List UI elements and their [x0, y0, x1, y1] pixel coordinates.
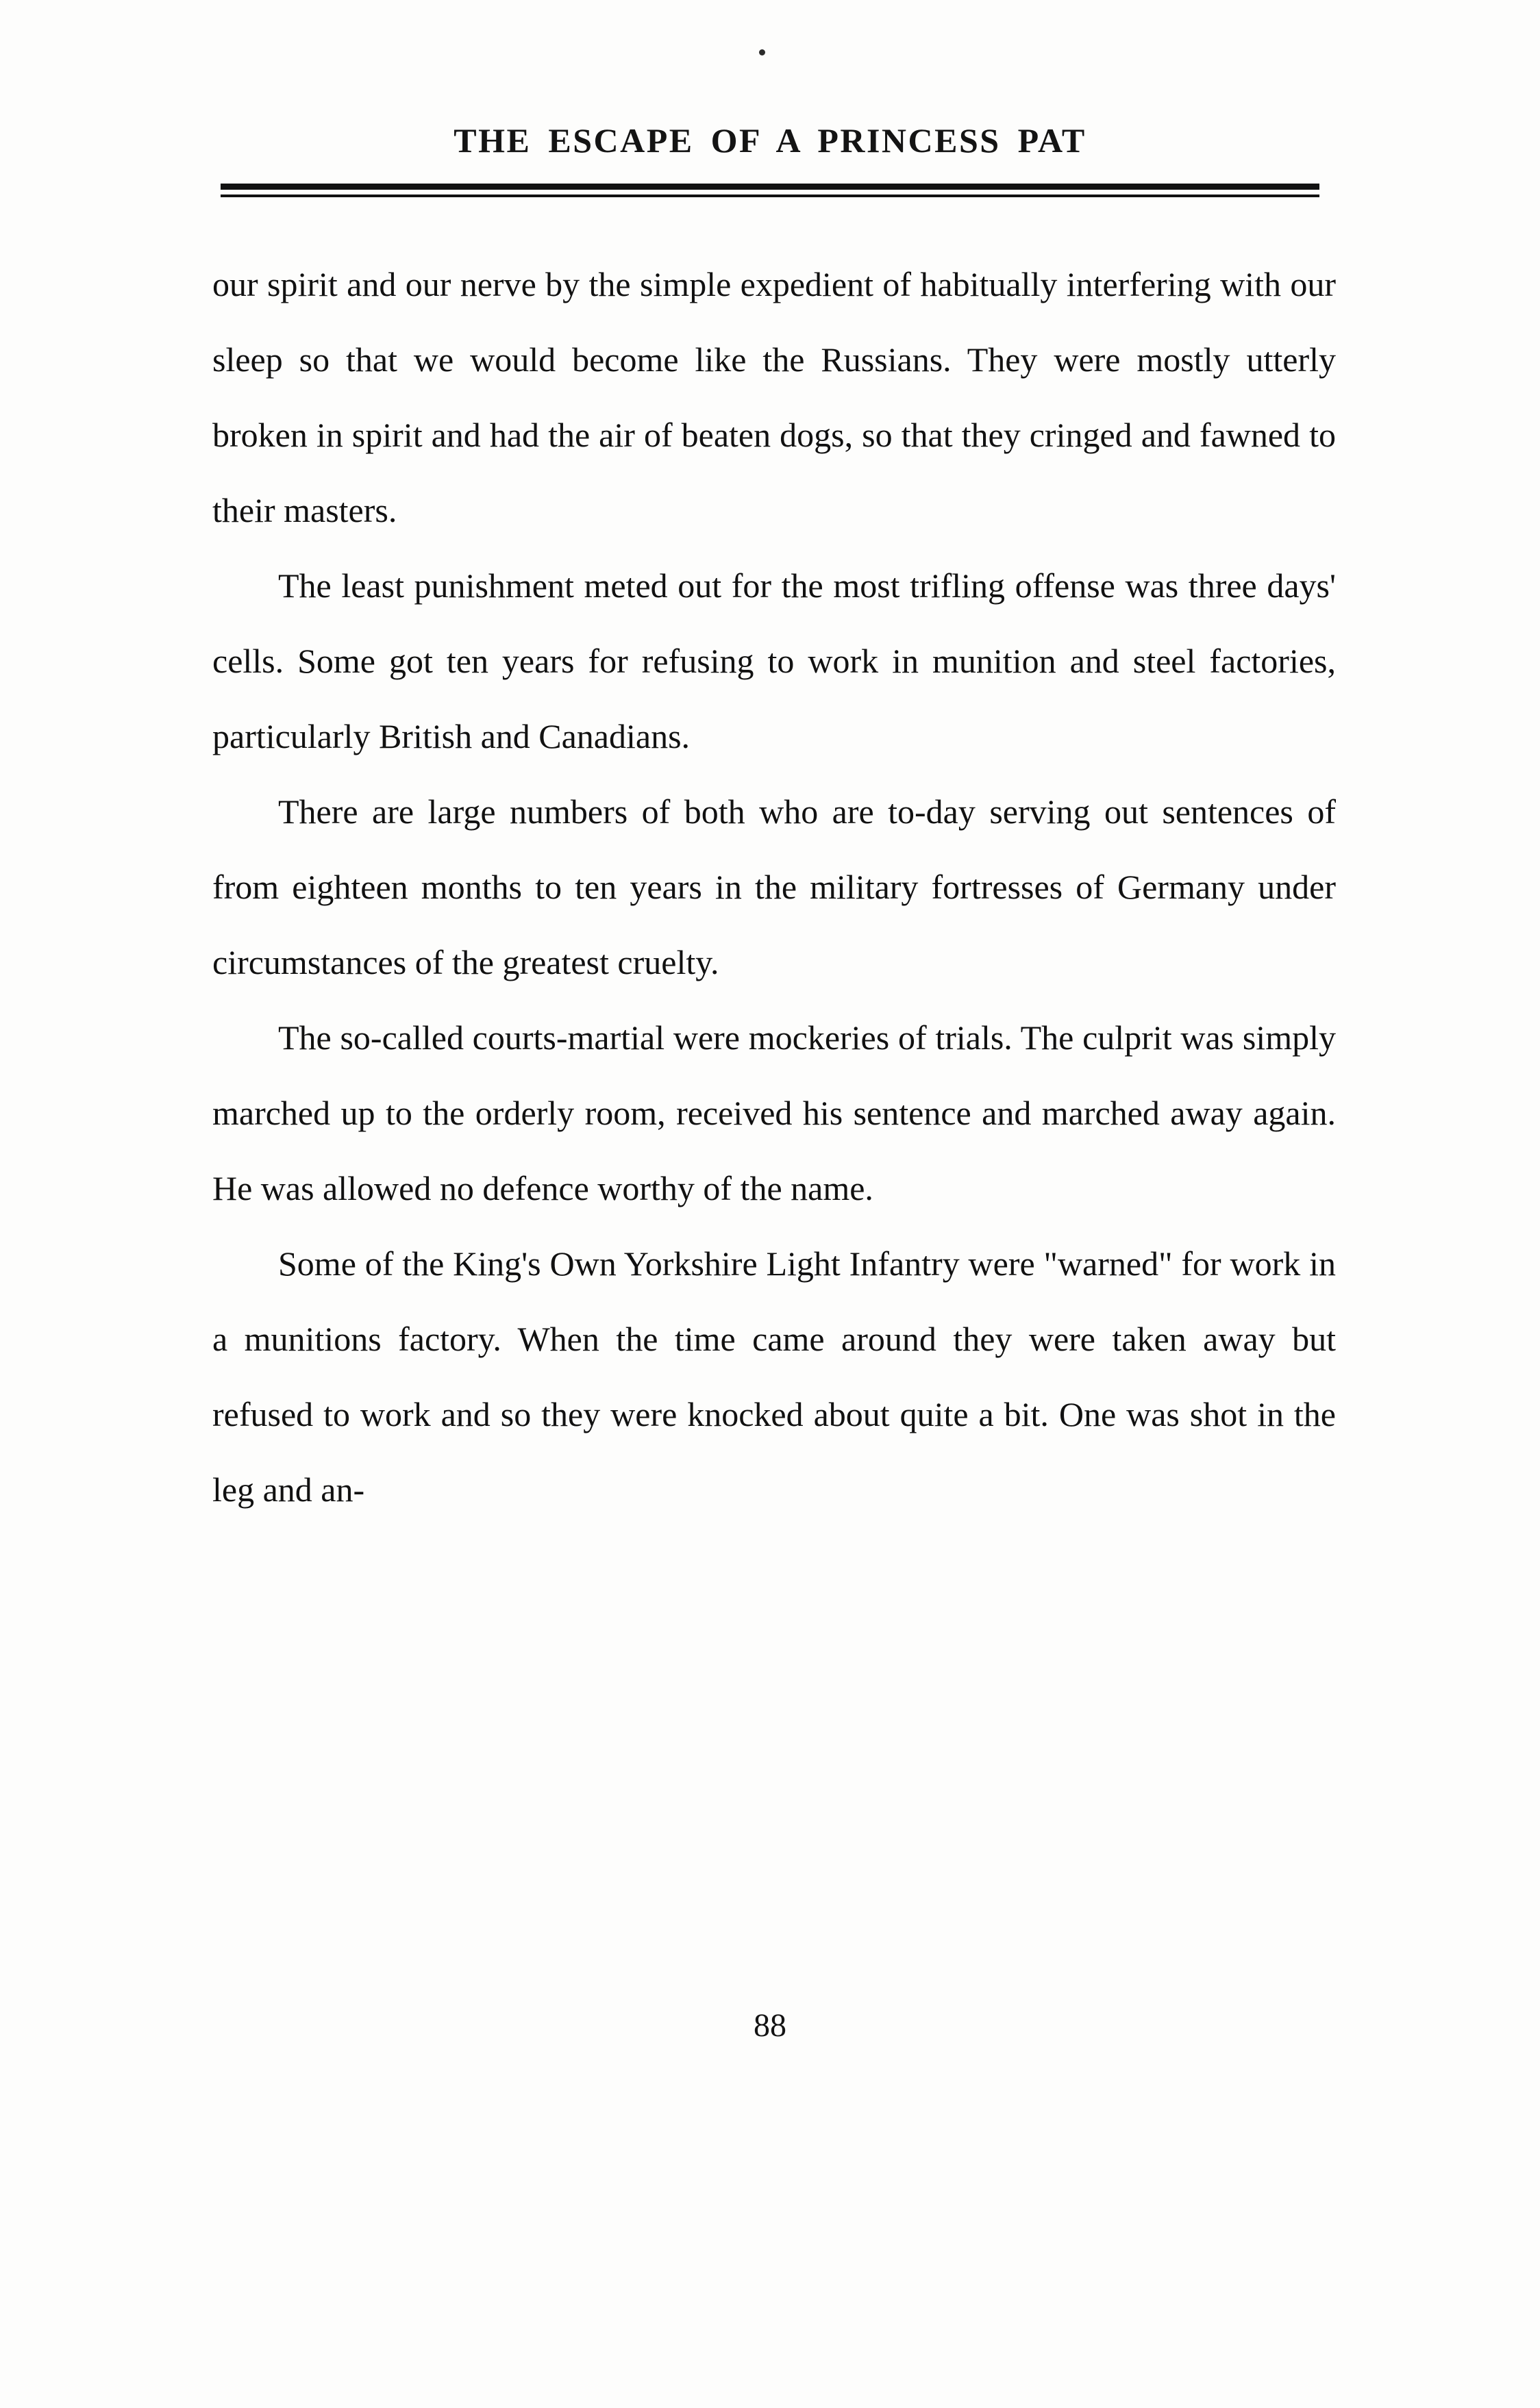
page-running-head: THE ESCAPE OF A PRINCESS PAT: [454, 121, 1086, 160]
header-rule-gap: [221, 190, 1319, 195]
paragraph: There are large numbers of both who are to-day serving out sentences of from eighteen months to ten years in the military fortresses of Germany under circumstances of the greatest cruelty.: [212, 792, 1336, 981]
paragraph: The least punishment meted out for the most trifling offense was three days' cells. Some got ten years for refusing to work in munition and steel factories, particularly British and Canadians.: [212, 566, 1336, 755]
header-rule-thick: [221, 184, 1319, 190]
paragraph: Some of the King's Own Yorkshire Light Infantry were "warned" for work in a munitions factory. When the time came around they were taken away but refused to work and so they were knocked about quite a bit. One was shot in the leg and an-: [212, 1244, 1336, 1509]
header-rule: [221, 184, 1319, 197]
page-number: 88: [754, 2007, 786, 2044]
body-text-column: [212, 247, 1336, 1527]
header-rule-thin: [221, 195, 1319, 197]
paragraph: The so-called courts-martial were mockeries of trials. The culprit was simply marched up to the orderly room, received his sentence and marched away again. He was allowed no defence worthy of the name.: [212, 1018, 1336, 1207]
ink-speck-mark: [759, 49, 765, 55]
paragraph: our spirit and our nerve by the simple expedient of habitually interfering with our sleep so that we would become like the Russians. They were mostly utterly broken in spirit and had the air of beaten dogs, so that they cringed and fawned to their masters.: [212, 265, 1336, 529]
